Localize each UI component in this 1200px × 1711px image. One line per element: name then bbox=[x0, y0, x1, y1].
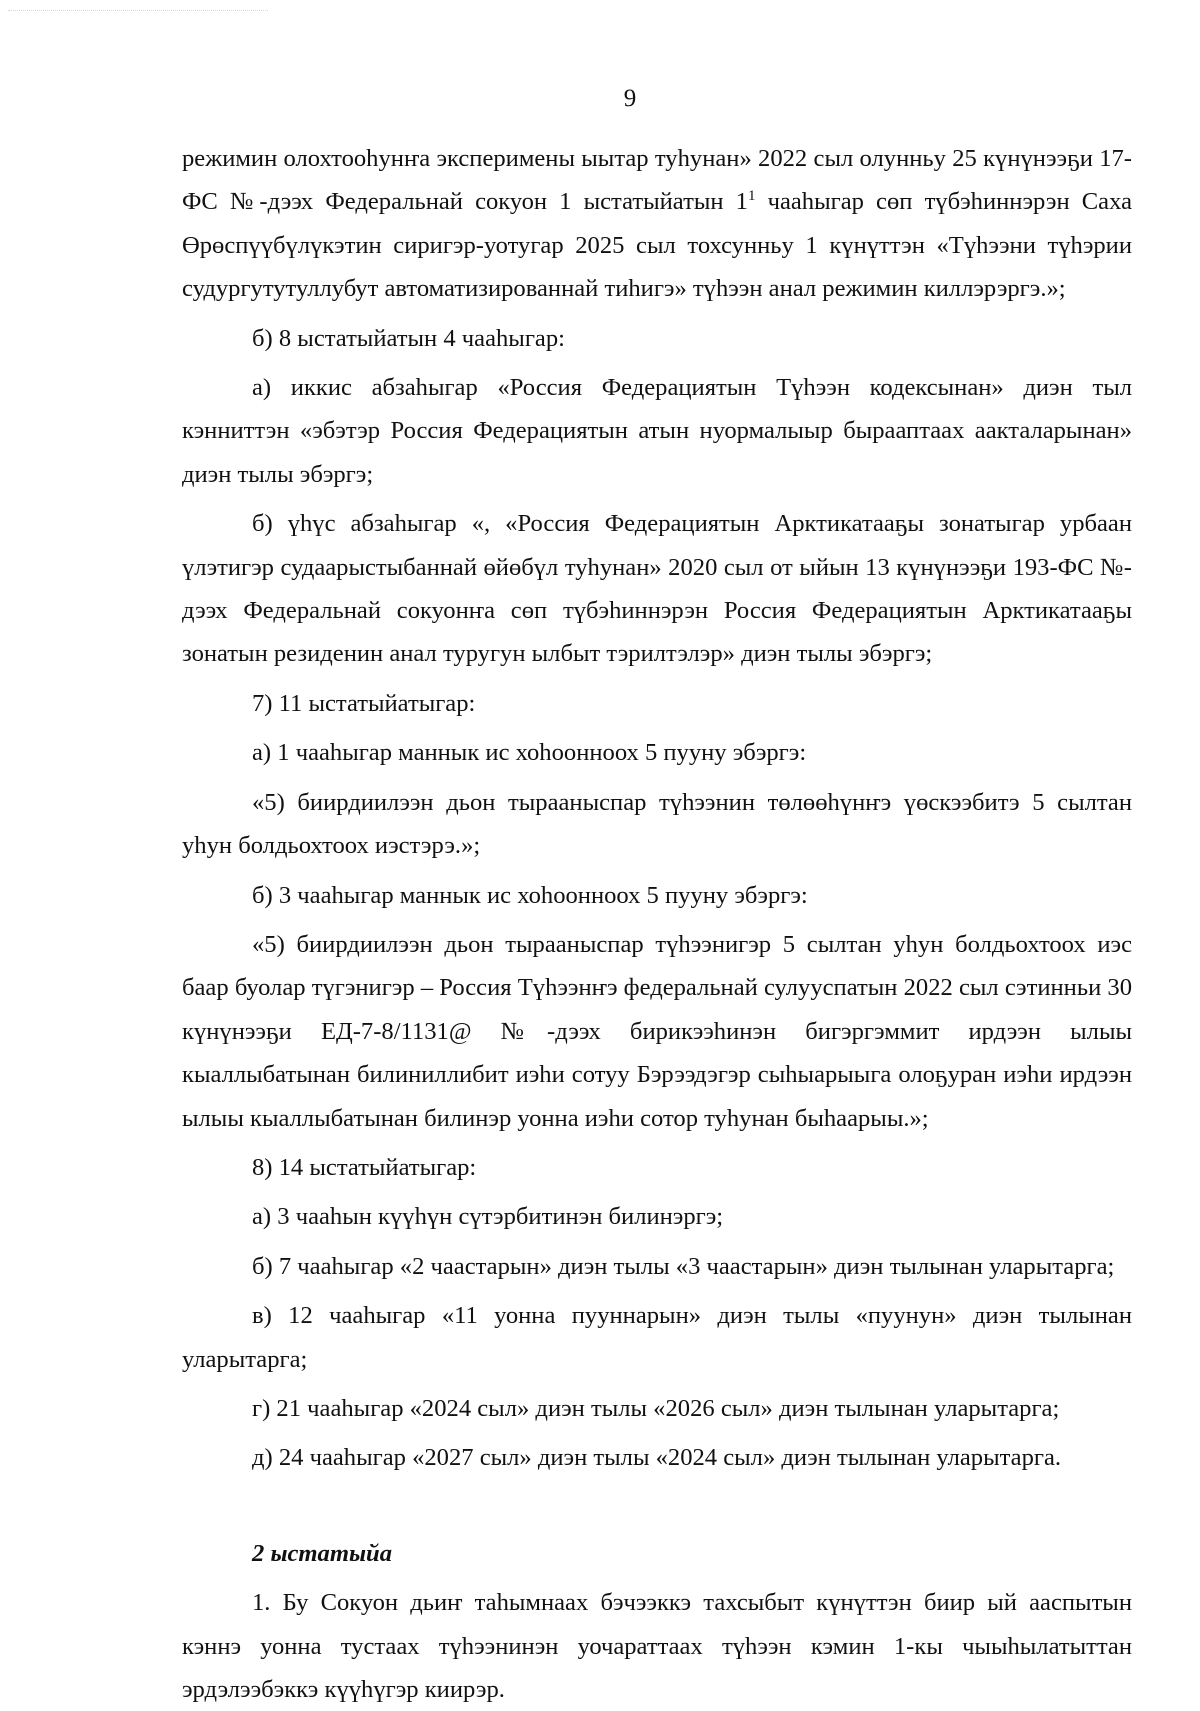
paragraph: 1. Бу Сокуон дьиҥ таһымнаах бэчээккэ тахсыбыт күнүттэн биир ый ааспытын кэннэ уонна тустаах түһээнинэн уочараттаах түһээн кэмин 1-кы чыыһылатыттан эрдэлээбэккэ күүһүгэр киирэр. bbox=[182, 1589, 1132, 1703]
paragraph: б) 7 чааһыгар «2 чаастарын» диэн тылы «3 чаастарын» диэн тылынан уларытарга; bbox=[252, 1252, 1115, 1280]
paragraph-text: чааһыгар сөп түбэһиннэрэн Саха Өрөспүүбүлүкэтин сиригэр-уотугар 2025 сыл тохсунньу 1 күнүттэн «Түһээни түһэрии судургутутуллубут автоматизированнай тиһигэ» түһээн анал режимин киллэрэргэ.»; bbox=[182, 188, 1132, 303]
page-number: 9 bbox=[623, 85, 637, 112]
paragraph: б) 8 ыстатыйатын 4 чааһыгар: bbox=[252, 324, 565, 352]
scan-artifact bbox=[8, 10, 268, 13]
paragraph: в) 12 чааһыгар «11 уонна пууннарын» диэн тылы «пуунун» диэн тылынан уларытарга; bbox=[182, 1302, 1132, 1373]
paragraph: 7) 11 ыстатыйатыгар: bbox=[252, 689, 476, 717]
paragraph: б) 3 чааһыгар маннык ис хоһоонноох 5 пууну эбэргэ: bbox=[252, 881, 808, 909]
paragraph: д) 24 чааһыгар «2027 сыл» диэн тылы «2024 сыл» диэн тылынан уларытарга. bbox=[252, 1444, 1062, 1472]
paragraph-text: режимин олохтооһунҥа эксперимены ыытар туһунан» 2022 сыл олунньу 25 күнүнээҕи 17-ФС №-дээх Федеральнай сокуон 1 ыстатыйатын 1 bbox=[182, 145, 1132, 216]
paragraph: «5) биирдиилээн дьон тырааныспар түһээнин төлөөһүнҥэ үөскээбитэ 5 сылтан уһун болдьохтоох иэстэрэ.»; bbox=[182, 788, 1132, 860]
paragraph: б) үһүс абзаһыгар «, «Россия Федерациятын Арктикатааҕы зонатыгар урбаан үлэтигэр судаарыстыбаннай өйөбүл туһунан» 2020 сыл от ыйын 13 күнүнээҕи 193-ФС №-дээх Федеральнай сокуонҥа сөп түбэһиннэрэн Россия Федерациятын Арктикатааҕы зонатын резиденин анал туругун ылбыт тэрилтэлэр» диэн тылы эбэргэ; bbox=[182, 510, 1132, 668]
superscript: 1 bbox=[747, 188, 756, 205]
section-heading: 2 ыстатыйа bbox=[252, 1539, 393, 1567]
paragraph: а) 3 чааһын күүһүн сүтэрбитинэн билинэргэ; bbox=[252, 1203, 724, 1231]
paragraph: 8) 14 ыстатыйатыгар: bbox=[252, 1153, 477, 1181]
document-body bbox=[182, 137, 1132, 1711]
paragraph: а) иккис абзаһыгар «Россия Федерациятын Түһээн кодексынан» диэн тыл кэнниттэн «эбэтэр Россия Федерациятын атын нуормалыыр бырааптаах аакталарынан» диэн тылы эбэргэ; bbox=[182, 374, 1132, 488]
paragraph bbox=[182, 137, 1132, 311]
paragraph: «5) биирдиилээн дьон тырааныспар түһээнигэр 5 сылтан уһун болдьохтоох иэс баар буолар түгэнигэр – Россия Түһээнҥэ федеральнай сулууспатын 2022 сыл сэтинньи 30 күнүнээҕи ЕД-7-8/1131@ №-дээх бирикээһинэн бигэргэммит ирдээн ылыы кыаллыбатынан билиниллибит иэһи сотуу Бэрээдэгэр сыһыарыыга олоҕуран иэһи ирдээн ылыы кыаллыбатынан билинэр уонна иэһи сотор туһунан быһаарыы.»; bbox=[182, 930, 1132, 1132]
paragraph: г) 21 чааһыгар «2024 сыл» диэн тылы «2026 сыл» диэн тылынан уларытарга; bbox=[252, 1394, 1060, 1422]
paragraph: а) 1 чааһыгар маннык ис хоһоонноох 5 пууну эбэргэ: bbox=[252, 739, 807, 767]
